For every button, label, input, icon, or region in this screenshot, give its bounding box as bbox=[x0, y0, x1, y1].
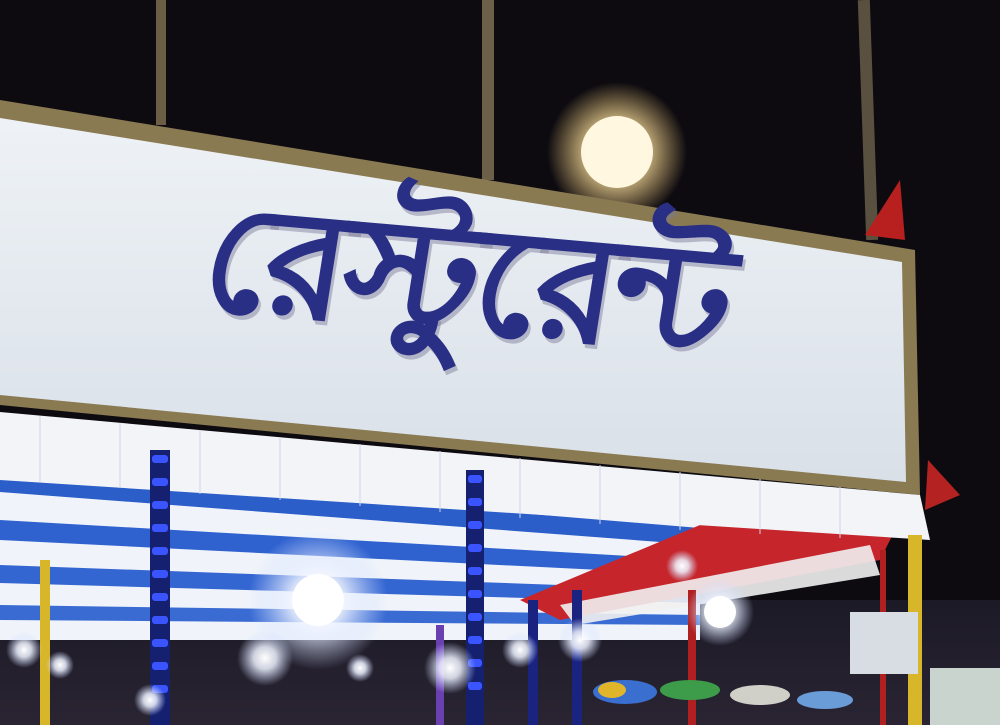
sign-lettering: রেস্টুরেন্ট bbox=[191, 169, 742, 390]
bamboo-pole-left bbox=[156, 0, 166, 125]
lamp-small-4 bbox=[424, 642, 476, 694]
far-stall bbox=[930, 668, 1000, 725]
umbrella-light-blue bbox=[797, 691, 853, 709]
lamp-small-2 bbox=[558, 618, 602, 662]
lamp-small bbox=[666, 550, 698, 582]
flood-light bbox=[581, 116, 653, 188]
yellow-pole-left bbox=[40, 560, 50, 725]
lamp-glow bbox=[237, 630, 293, 686]
lamp-small-3 bbox=[502, 632, 538, 668]
led-pole-center bbox=[466, 470, 484, 725]
bamboo-pole-center bbox=[482, 0, 494, 180]
umbrella-white bbox=[730, 685, 790, 705]
lamp-far-left-2 bbox=[46, 651, 74, 679]
lamp-right bbox=[704, 596, 736, 628]
far-signboard bbox=[850, 612, 918, 674]
lamp-far-left bbox=[6, 632, 42, 668]
lamp-bottom bbox=[134, 684, 166, 716]
lamp-large bbox=[292, 574, 344, 626]
umbrella-yellow bbox=[598, 682, 626, 698]
umbrella-green bbox=[660, 680, 720, 700]
lamp-small-5 bbox=[346, 654, 374, 682]
led-pole-left bbox=[150, 450, 170, 725]
